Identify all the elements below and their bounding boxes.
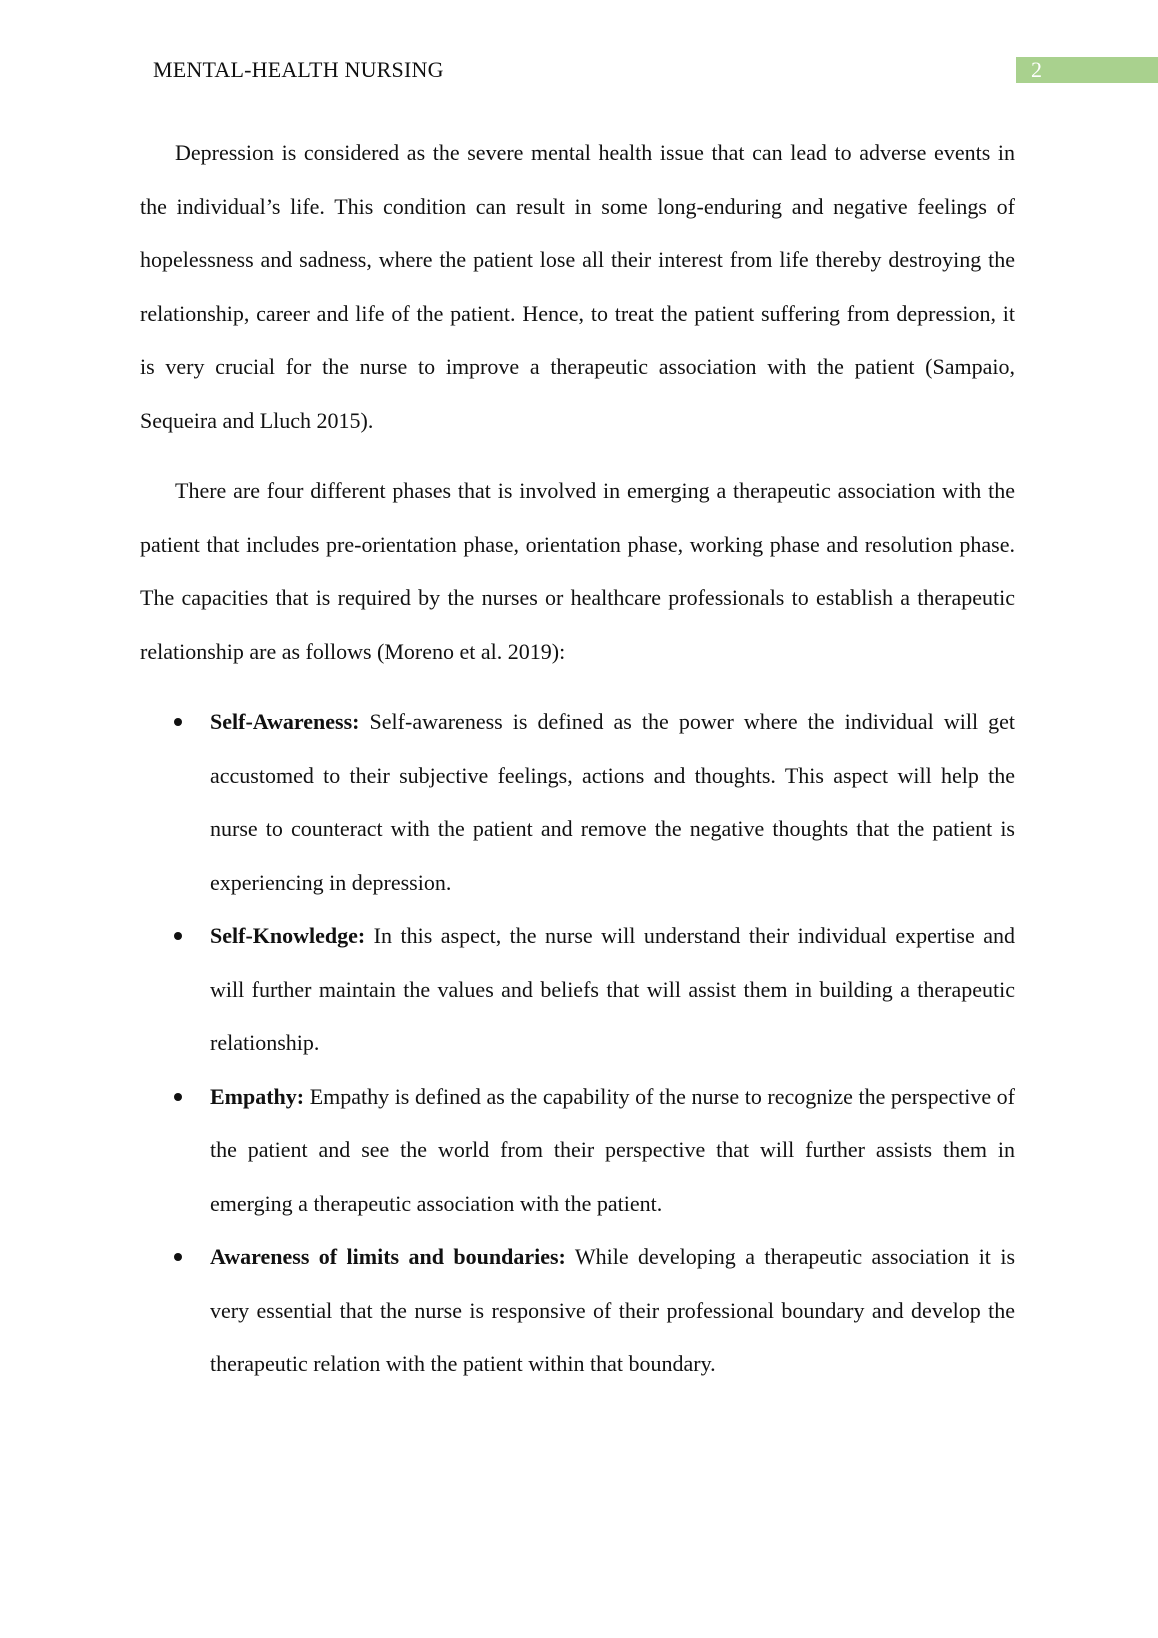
bullet-item-self-knowledge xyxy=(140,909,1015,1070)
bullet-term: Empathy: xyxy=(210,1083,305,1109)
body-paragraph-phases: There are four different phases that is involved in emerging a therapeutic association with the patient that includes pre-orientation phase, orientation phase, working phase and resolution phase. The capacities that is required by the nurses or healthcare professionals to establish a therapeutic relationship are as follows (Moreno et al. 2019): xyxy=(140,478,1015,664)
bullet-term: Self-Knowledge: xyxy=(210,923,366,948)
bullet-text: While developing a therapeutic association it is very essential that the nurse is responsive of their professional boundary and develop the therapeutic relation with the patient within that boundary. xyxy=(210,1244,1016,1376)
bullet-icon xyxy=(174,932,182,940)
capacities-bullet-list xyxy=(140,695,1015,1391)
bullet-item-limits-boundaries xyxy=(140,1230,1015,1391)
page-number-badge xyxy=(1016,57,1158,83)
bullet-item-empathy xyxy=(140,1070,1015,1231)
bullet-text: Self-awareness is defined as the power where the individual will get accustomed to their subjective feelings, actions and thoughts. This aspect will help the nurse to counteract with the patient and remove the negative thoughts that the patient is experiencing in depression. xyxy=(210,709,1015,895)
running-header-title: MENTAL-HEALTH NURSING xyxy=(153,57,444,82)
bullet-icon xyxy=(174,718,182,726)
bullet-text: Empathy is defined as the capability of the nurse to recognize the perspective of the patient and see the world from their perspective that will further assists them in emerging a therapeutic association with the patient. xyxy=(210,1083,1015,1216)
body-paragraph-depression: Depression is considered as the severe mental health issue that can lead to adverse events in the individual’s life. This condition can result in some long-enduring and negative feelings of hopelessness and sadness, where the patient lose all their interest from life thereby destroying the relationship, career and life of the patient. Hence, to treat the patient suffering from depression, it is very crucial for the nurse to improve a therapeutic association with the patient (Sampaio, Sequeira and Lluch 2015). xyxy=(140,140,1015,433)
page-number: 2 xyxy=(1031,57,1042,82)
bullet-item-self-awareness xyxy=(140,695,1015,909)
bullet-term: Self-Awareness: xyxy=(210,709,360,734)
bullet-icon xyxy=(174,1093,182,1101)
bullet-text: In this aspect, the nurse will understand their individual expertise and will further maintain the values and beliefs that will assist them in building a therapeutic relationship. xyxy=(210,923,1015,1055)
bullet-icon xyxy=(174,1253,182,1261)
bullet-term: Awareness of limits and boundaries: xyxy=(210,1244,566,1269)
